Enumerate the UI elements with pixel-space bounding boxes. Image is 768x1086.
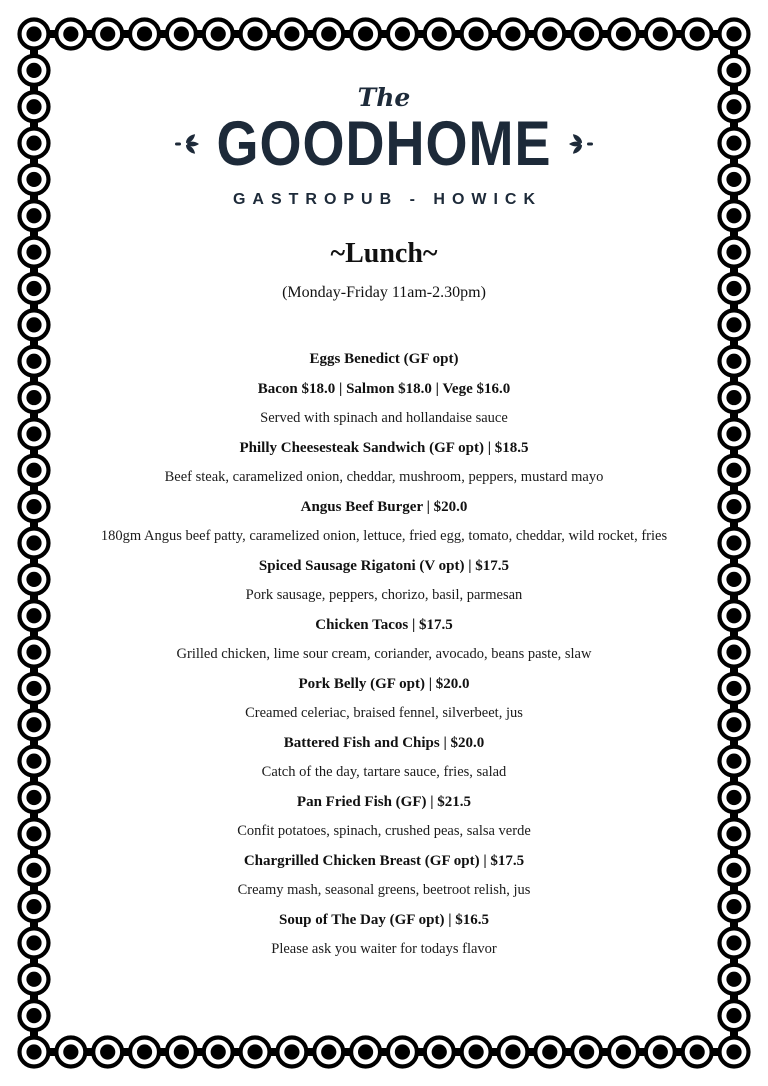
menu-item-title: Pan Fried Fish (GF) | $21.5	[296, 793, 472, 810]
menu-item	[56, 493, 712, 552]
menu-item-description: Confit potatoes, spinach, crushed peas, salsa verde	[237, 823, 531, 839]
menu-item-description: Catch of the day, tartare sauce, fries, salad	[261, 764, 507, 780]
menu-item-description: Beef steak, caramelized onion, cheddar, mushroom, peppers, mustard mayo	[164, 469, 604, 485]
menu-item-title: Philly Cheesesteak Sandwich (GF opt) | $18.5	[239, 439, 529, 456]
menu-item-description: Creamy mash, seasonal greens, beetroot relish, jus	[237, 882, 531, 898]
menu-item-description: Creamed celeriac, braised fennel, silverbeet, jus	[245, 705, 523, 721]
menu-item-title: Chargrilled Chicken Breast (GF opt) | $17.5	[243, 852, 525, 869]
menu-item-title: Spiced Sausage Rigatoni (V opt) | $17.5	[258, 557, 510, 574]
brand-name: GOODHOME	[216, 109, 552, 179]
menu-item	[56, 906, 712, 965]
menu-item-description: Served with spinach and hollandaise sauce	[260, 410, 508, 426]
menu-item-description: Pork sausage, peppers, chorizo, basil, parmesan	[245, 587, 523, 603]
menu-item	[56, 345, 712, 434]
menu-item-title: Chicken Tacos | $17.5	[315, 616, 453, 633]
brand-prefix: The	[357, 83, 411, 112]
menu-item	[56, 788, 712, 847]
menu-item	[56, 729, 712, 788]
menu-title: ~Lunch~	[330, 238, 438, 269]
menu-item-title: Soup of The Day (GF opt) | $16.5	[279, 911, 489, 928]
menu-item	[56, 847, 712, 906]
menu-item-description: Please ask you waiter for todays flavor	[271, 941, 497, 957]
menu-item	[56, 434, 712, 493]
menu-item-title: Angus Beef Burger | $20.0	[300, 498, 468, 515]
menu-item	[56, 552, 712, 611]
menu-item-title: Pork Belly (GF opt) | $20.0	[298, 675, 470, 692]
menu-item	[56, 611, 712, 670]
menu-item-title: Battered Fish and Chips | $20.0	[283, 734, 485, 751]
brand-logo	[56, 84, 712, 211]
menu-item-description: 180gm Angus beef patty, caramelized onion, lettuce, fried egg, tomato, cheddar, wild rocket, fries	[100, 528, 668, 544]
menu-item	[56, 670, 712, 729]
menu-list	[56, 345, 712, 965]
fleuron-right-icon	[566, 130, 594, 158]
brand-tagline: GASTROPUB - HOWICK	[232, 191, 543, 208]
menu-item-price-variants: Bacon $18.0 | Salmon $18.0 | Vege $16.0	[257, 380, 511, 397]
menu-item-title: Eggs Benedict (GF opt)	[309, 351, 459, 367]
menu-hours: (Monday-Friday 11am-2.30pm)	[282, 284, 486, 301]
menu-item-description: Grilled chicken, lime sour cream, coriander, avocado, beans paste, slaw	[176, 646, 592, 662]
fleuron-left-icon	[174, 130, 202, 158]
